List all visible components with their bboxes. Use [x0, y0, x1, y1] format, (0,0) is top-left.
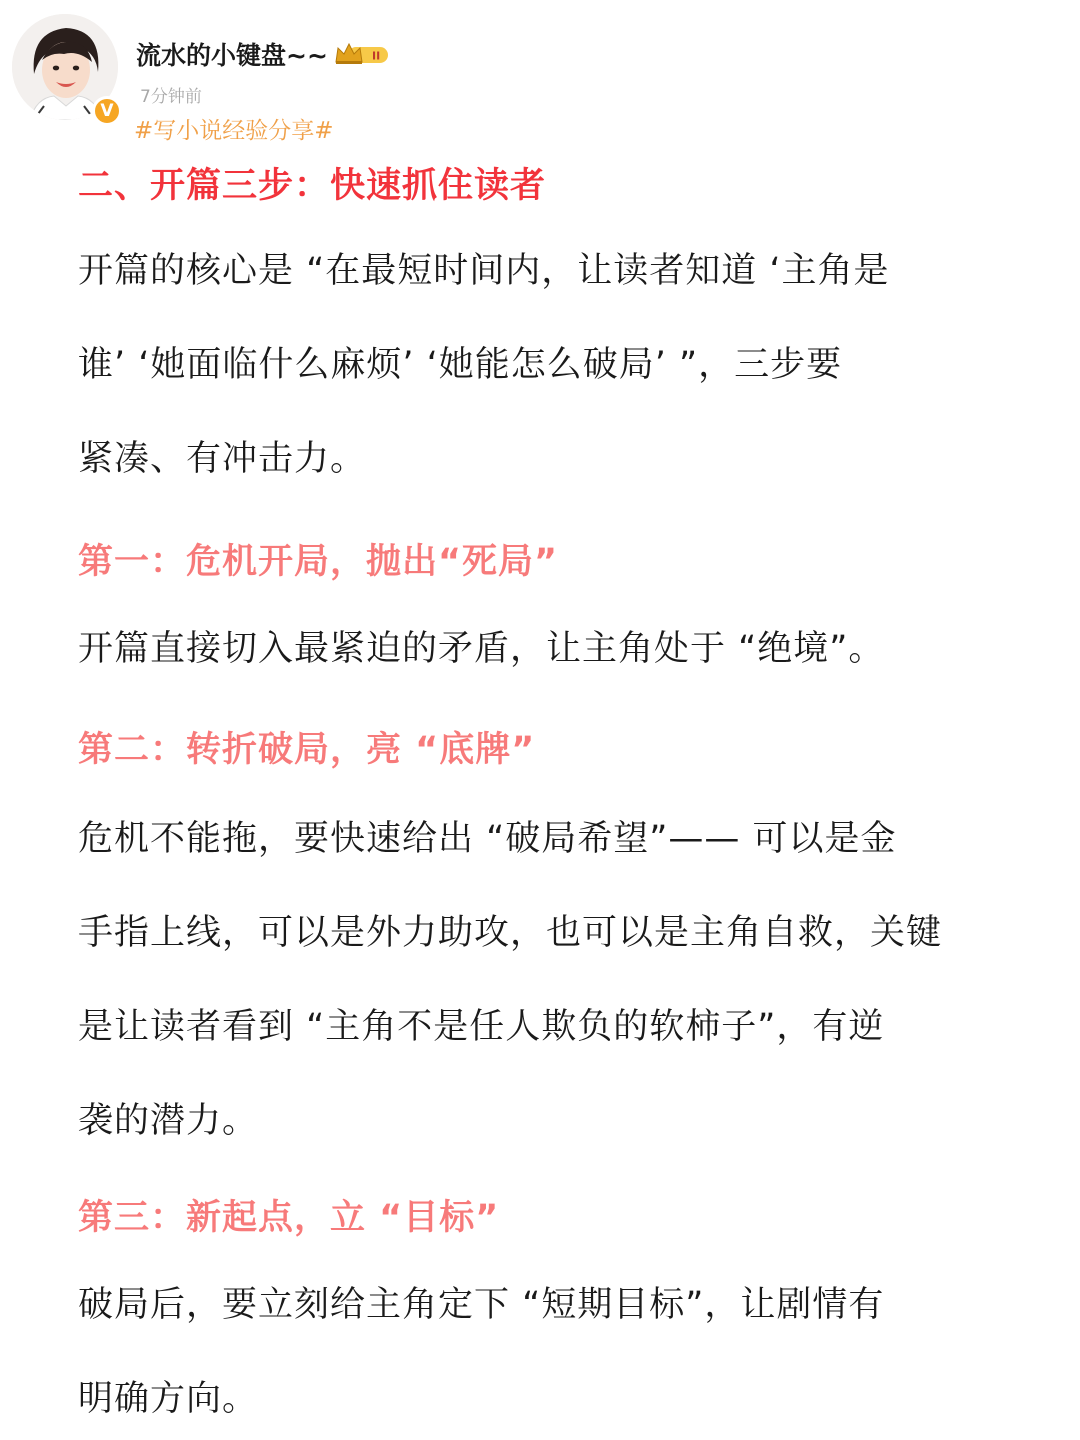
step1-paragraph	[78, 602, 1008, 696]
verified-icon: V	[92, 96, 122, 126]
section-heading: 二、开篇三步：快速抓住读者	[78, 166, 547, 206]
step3-paragraph	[78, 1258, 1008, 1440]
intro-line-2: 谁’ ‘她面临什么麻烦’ ‘她能怎么破局’ ”，三步要	[78, 345, 843, 385]
post-header	[0, 0, 1080, 150]
avatar-container[interactable]	[12, 14, 122, 124]
step2-paragraph	[78, 792, 1008, 1168]
step2-line-2: 手指上线，可以是外力助攻，也可以是主角自救，关键	[78, 913, 943, 953]
username[interactable]: 流水的小键盘~~	[136, 41, 328, 70]
intro-line-3: 紧凑、有冲击力。	[78, 439, 367, 479]
step3-line-1: 破局后，要立刻给主角定下 “短期目标”，让剧情有	[78, 1285, 885, 1325]
step2-title: 第二：转折破局，亮 “底牌”	[78, 730, 536, 770]
vip-crown-icon	[334, 40, 390, 68]
step2-line-4: 袭的潜力。	[78, 1101, 259, 1141]
post-time: 7分钟前	[140, 87, 202, 107]
step1-title: 第一：危机开局，抛出“死局”	[78, 542, 559, 582]
intro-paragraph	[78, 224, 1008, 506]
step3-title: 第三：新起点，立 “目标”	[78, 1198, 500, 1238]
step2-line-1: 危机不能拖，要快速给出 “破局希望”—— 可以是金	[78, 819, 897, 859]
username-row[interactable]	[136, 36, 390, 72]
step3-line-2: 明确方向。	[78, 1379, 259, 1419]
step1-line-1: 开篇直接切入最紧迫的矛盾，让主角处于 “绝境”。	[78, 629, 885, 669]
step2-line-3: 是让读者看到 “主角不是任人欺负的软柿子”，有逆	[78, 1007, 885, 1047]
topic-tag[interactable]: #写小说经验分享#	[134, 118, 334, 144]
intro-line-1: 开篇的核心是 “在最短时间内，让读者知道 ‘主角是	[78, 251, 890, 291]
svg-text:II: II	[371, 49, 381, 63]
